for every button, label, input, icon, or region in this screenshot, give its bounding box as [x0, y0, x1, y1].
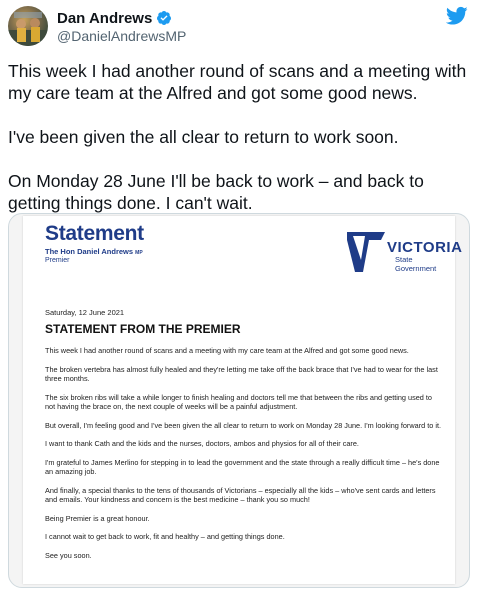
tweet-media-image[interactable]	[8, 213, 470, 588]
statement-paragraph: This week I had another round of scans and a meeting with my care team at the Alfred and got some good news.	[45, 346, 409, 355]
victoria-subtitle	[395, 256, 436, 273]
display-name[interactable]: Dan Andrews	[57, 9, 153, 27]
statement-date: Saturday, 12 June 2021	[45, 308, 125, 317]
twitter-bird-icon[interactable]	[446, 6, 468, 26]
statement-paragraph: But overall, I'm feeling good and I've been given the all clear to return to work on Monday 28 June. I'm looking forward to it.	[45, 420, 441, 430]
statement-document	[23, 216, 463, 584]
statement-paragraph: I want to thank Cath and the kids and the nurses, doctors, ambos and physios for all of their care.	[45, 439, 359, 448]
tweet-header	[8, 6, 468, 48]
tweet-paragraph: I've been given the all clear to return to work soon.	[8, 127, 399, 147]
statement-role: Premier	[45, 257, 70, 264]
handle[interactable]: @DanielAndrewsMP	[57, 28, 187, 44]
statement-paragraph: I'm grateful to James Merlino for stepping in to lead the government and the state through a really difficult time – he's done an amazing job.	[45, 457, 440, 476]
statement-paragraph: And finally, a special thanks to the tens of thousands of Victorians – especially all the kids – who've sent cards and letters and emails. Your kindness and concern is the best medicine – thank you so much!	[45, 485, 436, 504]
tweet-paragraph: This week I had another round of scans and a meeting with my care team at the Alfred and got some good news.	[8, 61, 467, 103]
statement-author	[45, 247, 143, 256]
tweet-paragraph: On Monday 28 June I'll be back to work – and back to getting things done. I can't wait.	[8, 171, 424, 213]
author-suffix: MP	[135, 250, 143, 256]
avatar[interactable]	[8, 6, 48, 46]
statement-heading: STATEMENT FROM THE PREMIER	[45, 322, 241, 336]
name-row	[57, 8, 172, 28]
avatar-photo-icon	[8, 6, 48, 46]
statement-title: Statement	[45, 222, 144, 245]
author-name: The Hon Daniel Andrews	[45, 247, 134, 256]
statement-paragraph: Being Premier is a great honour.	[45, 513, 150, 523]
statement-paragraph: I cannot wait to get back to work, fit and healthy – and getting things done.	[45, 532, 285, 541]
tweet-text	[8, 60, 470, 214]
statement-paragraph: The broken vertebra has almost fully healed and they're letting me take off the back brace that I've had to wear for the last three months.	[45, 364, 438, 383]
victoria-subtitle-line: Government	[395, 263, 437, 273]
statement-body	[45, 346, 441, 569]
statement-paragraph: See you soon.	[45, 550, 92, 560]
victoria-wordmark: VICTORIA	[387, 239, 463, 256]
statement-paragraph: The six broken ribs will take a while longer to finish healing and doctors tell me that between the ribs and getting used to not having the brace on, the next couple of weeks will be a painful adjustment.	[45, 392, 432, 411]
verified-badge-icon	[156, 10, 172, 26]
victoria-subtitle-line: State	[395, 255, 413, 264]
